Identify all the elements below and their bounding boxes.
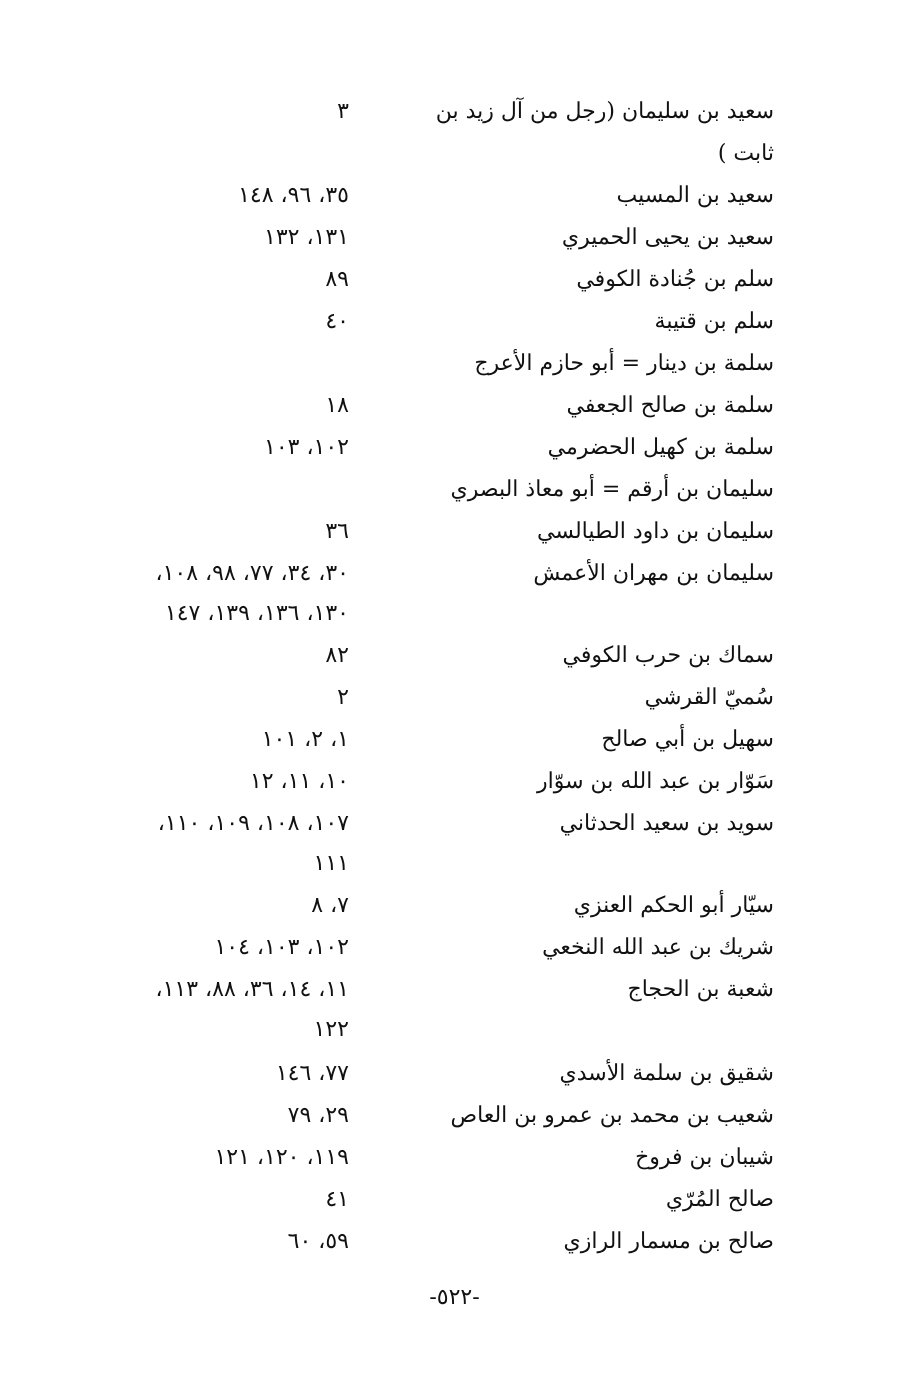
entry-name: سليمان بن داود الطيالسي [537, 519, 774, 544]
entry-pages: ١٨ [325, 393, 349, 418]
entry-name: شعبة بن الحجاج [627, 977, 774, 1002]
entry-name: شيبان بن فروخ [635, 1145, 774, 1170]
entry-pages: ١١٩، ١٢٠، ١٢١ [214, 1145, 349, 1170]
entry-name: سماك بن حرب الكوفي [562, 643, 774, 668]
entry-pages: ٨٢ [325, 643, 349, 668]
entry-pages: ١٠٢، ١٠٣ [264, 435, 349, 460]
entry-name: سلم بن قتيبة [654, 309, 774, 334]
entry-pages: ٤١ [325, 1187, 349, 1212]
entry-name: سعيد بن يحيى الحميري [561, 225, 774, 250]
entry-pages: ٣ [337, 99, 349, 124]
entry-pages: ٧٧، ١٤٦ [275, 1061, 349, 1086]
entry-pages: ٧، ٨ [311, 893, 349, 918]
entry-name: صالح المُرّي [665, 1187, 774, 1212]
entry-pages: ١٠، ١١، ١٢ [249, 769, 349, 794]
entry-name: سعيد بن المسيب [616, 183, 774, 208]
entry-name: سَوّار بن عبد الله بن سوّار [537, 769, 774, 794]
entry-pages: ٥٩، ٦٠ [287, 1229, 349, 1254]
entry-pages: ١٠٢، ١٠٣، ١٠٤ [214, 935, 349, 960]
entry-pages: ٤٠ [325, 309, 349, 334]
entry-name: سيّار أبو الحكم العنزي [573, 893, 774, 918]
entry-pages: ١، ٢، ١٠١ [261, 727, 349, 752]
entry-pages: ٨٩ [325, 267, 349, 292]
entry-name: سعيد بن سليمان (رجل من آل زيد بن [435, 99, 774, 124]
entry-name: سهيل بن أبي صالح [601, 727, 774, 752]
entry-pages: ٣٦ [325, 519, 349, 544]
entry-name: سويد بن سعيد الحدثاني [559, 811, 774, 836]
entry-name: سُميّ القرشي [644, 685, 774, 710]
page-number: -٥٢٢- [429, 1285, 480, 1310]
entry-name: سليمان بن أرقم = أبو معاذ البصري [450, 477, 774, 502]
entry-name: شقيق بن سلمة الأسدي [559, 1061, 774, 1086]
entry-name: ثابت ) [717, 141, 774, 166]
entry-pages: ١٣١، ١٣٢ [264, 225, 349, 250]
entry-pages-continued: ١٣٠، ١٣٦، ١٣٩، ١٤٧ [164, 601, 349, 626]
entry-name: شعيب بن محمد بن عمرو بن العاص [450, 1103, 774, 1128]
entry-name: صالح بن مسمار الرازي [563, 1229, 774, 1254]
entry-name: سليمان بن مهران الأعمش [533, 561, 774, 586]
entry-pages: ٣٠، ٣٤، ٧٧، ٩٨، ١٠٨، [155, 561, 349, 586]
entry-name: سلمة بن كهيل الحضرمي [547, 435, 774, 460]
entry-name: سلمة بن دينار = أبو حازم الأعرج [474, 351, 774, 376]
entry-pages: ٣٥، ٩٦، ١٤٨ [238, 183, 349, 208]
entry-name: شريك بن عبد الله النخعي [542, 935, 774, 960]
entry-name: سلم بن جُنادة الكوفي [576, 267, 774, 292]
entry-pages: ١٠٧، ١٠٨، ١٠٩، ١١٠، [157, 811, 349, 836]
entry-name: سلمة بن صالح الجعفي [566, 393, 774, 418]
entry-pages: ٢ [337, 685, 349, 710]
entry-pages-continued: ١٢٢ [313, 1017, 349, 1042]
entry-pages-continued: ١١١ [313, 851, 349, 876]
entry-pages: ٢٩، ٧٩ [287, 1103, 349, 1128]
entry-pages: ١١، ١٤، ٣٦، ٨٨، ١١٣، [155, 977, 349, 1002]
